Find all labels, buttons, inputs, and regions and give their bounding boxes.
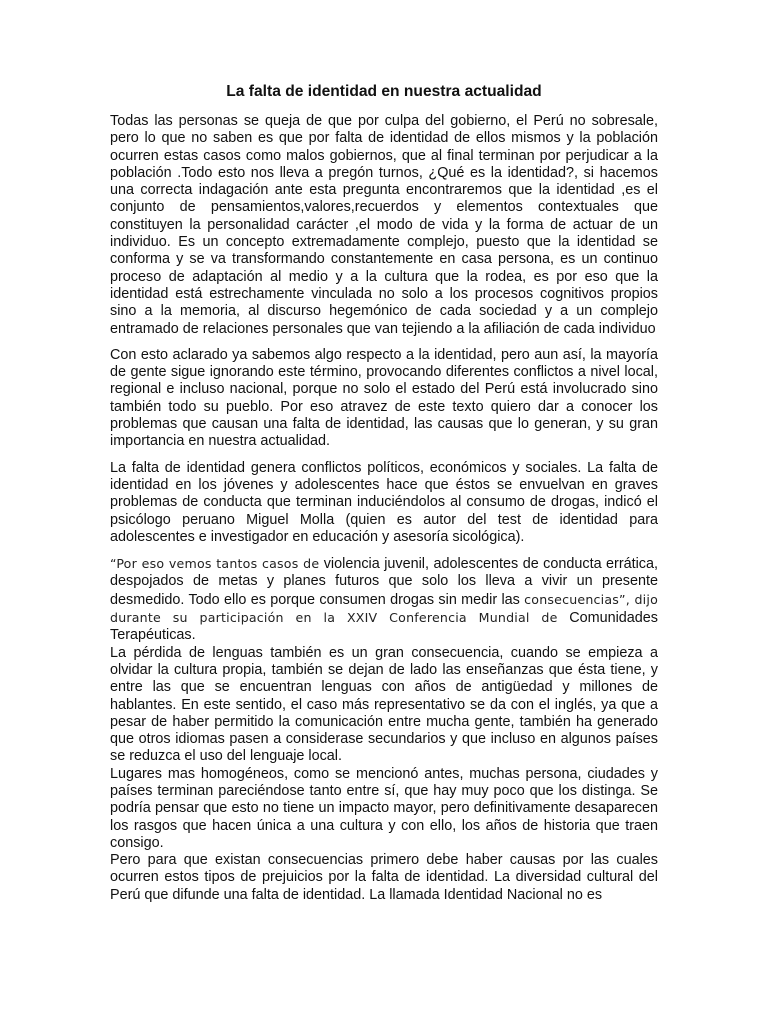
paragraph-identity-definition: Todas las personas se queja de que por culpa del gobierno, el Perú no sobresale, pero lo que no saben es que por falta de identidad de ellos mismos y la población ocurren estas casos como malos gobiernos, que al final terminan por perjudicar a la población .Todo esto nos lleva a pregón turnos, ¿Qué es la identidad?, si hacemos una correcta indagación ante esta pregunta encontraremos que la identidad ,es el conjunto de pensamientos,valores,recuerdos y elementos contextuales que constituyen la personalidad carácter ,el modo de vida y la forma de actuar de un individuo. Es un concepto extremadamente complejo, puesto que la identidad se conforma y se va transformando constantemente en casa persona, es un continuo proceso de adaptación al medio y a la cultura que la rodea, es por eso que la identidad está estrechamente vinculada no solo a los procesos cognitivos propios sino a la memoria, al discurso hegemónico de cada sociedad y a un complejo entramado de relaciones personales que van tejiendo a la afiliación de cada individuo [110,113,658,337]
paragraph-places: Lugares mas homogéneos, como se mencionó antes, muchas persona, ciudades y países terminan pareciéndose tanto entre sí, que hay muy poco que los distinga. Se podría pensar que esto no tiene un impacto mayor, pero definitivamente desaparecen los rasgos que hacen única a una cultura y con ello, los años de historia que traen consigo. [110,765,658,851]
quote-lead-text: “Por eso vemos tantos casos de [110,556,320,572]
paragraph-causes: Pero para que existan consecuencias primero debe haber causas por las cuales ocurren estos tipos de prejuicios por la falta de identidad. La diversidad cultural del Perú que difunde una falta de identidad. La llamada Identidad Nacional no es [110,852,658,903]
paragraph-purpose: Con esto aclarado ya sabemos algo respecto a la identidad, pero aun así, la mayoría de gente sigue ignorando este término, provocando diferentes conflictos a nivel local, regional e incluso nacional, porque no solo el estado del Perú está involucrado sino también todo su pueblo. Por eso atravez de este texto quiero dar a conocer los problemas que causan una falta de identidad, las causas que lo generan, y su gran importancia en nuestra actualidad. [110,346,658,450]
paragraph-languages: La pérdida de lenguas también es un gran consecuencia, cuando se empieza a olvidar la cultura propia, también se dejan de lado las enseñanzas que ésta tiene, y entre las que se encuentran lenguas con años de antigüedad y millones de hablantes. En este sentido, el caso más representativo se da con el inglés, ya que a pesar de haber permitido la comunicación entre mucha gente, también ha generado que otros idiomas pasen a considerase secundarios y que incluso en algunos países se reduzca el uso del lenguaje local. [110,644,658,765]
paragraph-quote [110,555,658,644]
document-page [110,82,658,904]
quote-end-text: Comunidades Terapéuticas. [110,610,659,644]
document-title: La falta de identidad en nuestra actualidad [226,83,542,100]
quote-tail-text: consecuencias”, dijo durante su participación en la XXIV Conferencia Mundial de [110,591,658,626]
quote-body-text: violencia juvenil, adolescentes de conducta errática, despojados de metas y planes futuros que solo los lleva a vivir un presente desmedido. Todo ello es porque consumen drogas sin medir las [110,556,659,608]
paragraph-conflicts: La falta de identidad genera conflictos políticos, económicos y sociales. La falta de identidad en los jóvenes y adolescentes hace que éstos se envuelvan en graves problemas de conducta que terminan induciéndolos al consumo de drogas, indicó el psicólogo peruano Miguel Molla (quien es autor del test de identidad para adolescentes e investigador en educación y asesoría sicológica). [110,459,658,545]
